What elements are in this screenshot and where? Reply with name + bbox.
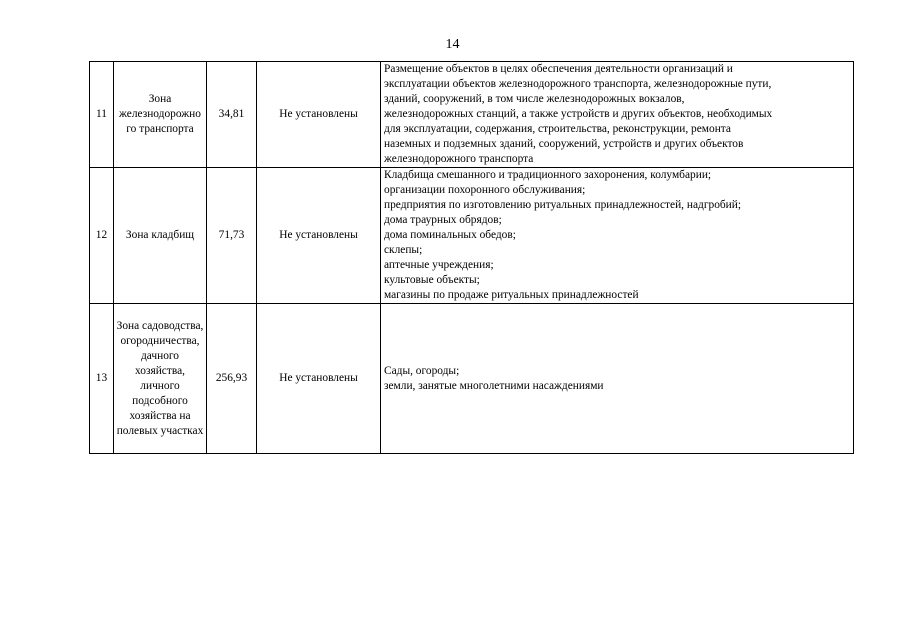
use-line: зданий, сооружений, в том числе железнодорожных вокзалов, bbox=[384, 93, 685, 105]
zone-area: 71,73 bbox=[207, 168, 257, 304]
zone-area: 256,93 bbox=[207, 304, 257, 454]
use-line: земли, занятые многолетними насаждениями bbox=[384, 379, 604, 392]
use-line: Кладбища смешанного и традиционного захоронения, колумбарии; bbox=[384, 169, 712, 181]
use-line: наземных и подземных зданий, сооружений, устройств и других объектов bbox=[384, 138, 744, 150]
zone-limits: Не установлены bbox=[257, 62, 381, 168]
zone-uses bbox=[381, 62, 854, 168]
use-line: железнодорожных станций, а также устройств и других объектов, необходимых bbox=[384, 108, 773, 120]
row-number: 13 bbox=[90, 304, 114, 454]
zone-uses bbox=[381, 168, 854, 304]
use-line: Сады, огороды; bbox=[384, 364, 460, 377]
use-line: предприятия по изготовлению ритуальных принадлежностей, надгробий; bbox=[384, 199, 742, 211]
use-line: железнодорожного транспорта bbox=[384, 153, 534, 165]
use-line: аптечные учреждения; bbox=[384, 259, 494, 271]
zone-area: 34,81 bbox=[207, 62, 257, 168]
row-number: 11 bbox=[90, 62, 114, 168]
table-row bbox=[90, 168, 854, 304]
zones-table bbox=[89, 61, 854, 454]
page-number: 14 bbox=[445, 37, 460, 52]
zone-name: Зона садоводства, огородничества, дачного хозяйства, личного подсобного хозяйства на полевых участках bbox=[114, 304, 207, 454]
use-line: эксплуатации объектов железнодорожного транспорта, железнодорожные пути, bbox=[384, 78, 772, 90]
zone-name: Зона железнодорожно го транспорта bbox=[114, 62, 207, 168]
row-number: 12 bbox=[90, 168, 114, 304]
zone-name: Зона кладбищ bbox=[114, 168, 207, 304]
zone-limits: Не установлены bbox=[257, 168, 381, 304]
use-line: магазины по продаже ритуальных принадлежностей bbox=[384, 289, 639, 301]
zone-limits: Не установлены bbox=[257, 304, 381, 454]
use-line: Размещение объектов в целях обеспечения деятельности организаций и bbox=[384, 63, 733, 75]
use-line: для эксплуатации, содержания, строительства, реконструкции, ремонта bbox=[384, 123, 731, 135]
zone-uses bbox=[381, 304, 854, 454]
table-row bbox=[90, 304, 854, 454]
use-line: культовые объекты; bbox=[384, 274, 480, 286]
table-row bbox=[90, 62, 854, 168]
use-line: склепы; bbox=[384, 244, 423, 256]
use-line: организации похоронного обслуживания; bbox=[384, 184, 586, 196]
use-line: дома траурных обрядов; bbox=[384, 214, 502, 226]
use-line: дома поминальных обедов; bbox=[384, 229, 516, 241]
